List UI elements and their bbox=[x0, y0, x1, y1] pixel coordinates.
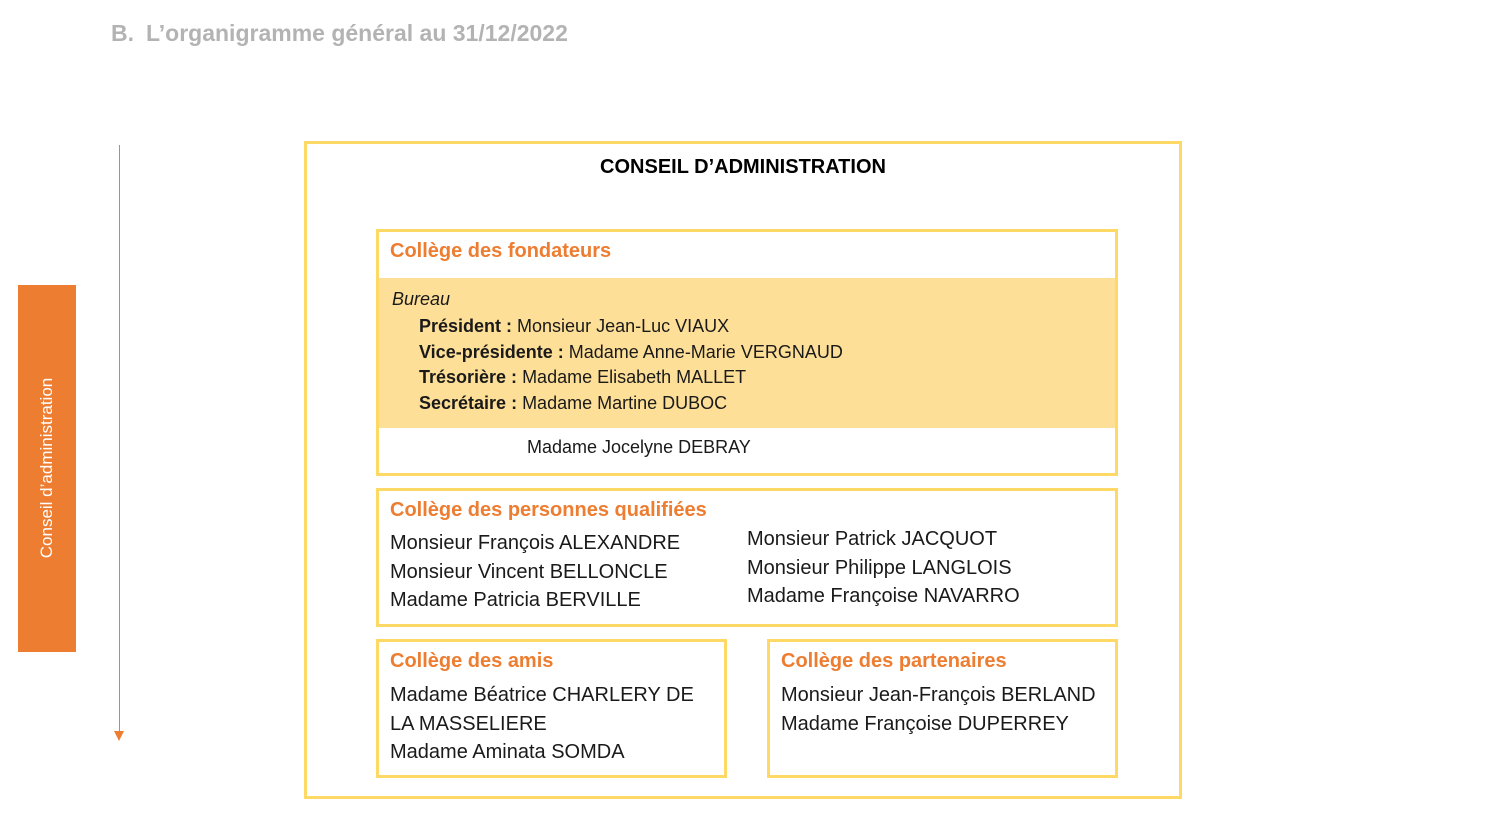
bureau-role: Secrétaire : bbox=[419, 392, 518, 413]
amis-list bbox=[390, 681, 720, 767]
list-item: Madame Aminata SOMDA bbox=[390, 741, 625, 763]
board-title: CONSEIL D’ADMINISTRATION bbox=[600, 156, 886, 178]
list-item: Madame Françoise DUPERREY bbox=[781, 712, 1069, 735]
section-title: L’organigramme général au 31/12/2022 bbox=[146, 20, 568, 46]
list-item: Monsieur François ALEXANDRE bbox=[390, 532, 681, 554]
down-arrow-line bbox=[119, 145, 120, 733]
college-partenaires bbox=[767, 639, 1118, 778]
board-box bbox=[304, 141, 1182, 799]
college-qualifiees-title: Collège des personnes qualifiées bbox=[390, 499, 707, 521]
bureau-member bbox=[419, 391, 843, 417]
partenaires-list bbox=[781, 681, 1096, 738]
side-label-text: Conseil d’administration bbox=[37, 377, 56, 559]
list-item: Monsieur Vincent BELLONCLE bbox=[390, 560, 668, 583]
bureau-name: Madame Elisabeth MALLET bbox=[517, 367, 747, 387]
bureau-name: Madame Martine DUBOC bbox=[517, 392, 728, 413]
college-amis bbox=[376, 639, 727, 778]
college-amis-title: Collège des amis bbox=[390, 650, 554, 672]
arrow-down-icon bbox=[114, 731, 124, 741]
list-item: Monsieur Philippe LANGLOIS bbox=[747, 556, 1012, 579]
college-fondateurs-title: Collège des fondateurs bbox=[390, 240, 612, 262]
bureau-member bbox=[419, 314, 843, 340]
fondateurs-member: Madame Jocelyne DEBRAY bbox=[527, 437, 751, 457]
qualifiees-column-2 bbox=[747, 525, 1020, 611]
bureau-role: Vice-présidente : bbox=[419, 341, 564, 362]
bureau-list bbox=[419, 314, 843, 416]
list-item: Monsieur Jean-François BERLAND bbox=[781, 684, 1096, 706]
bureau-panel bbox=[379, 278, 1115, 428]
bureau-name: Monsieur Jean-Luc VIAUX bbox=[512, 316, 730, 336]
college-partenaires-title: Collège des partenaires bbox=[781, 650, 1007, 672]
bureau-role: Trésorière : bbox=[419, 367, 518, 387]
bureau-label: Bureau bbox=[392, 289, 451, 309]
college-fondateurs bbox=[376, 229, 1118, 476]
bureau-role: Président : bbox=[419, 316, 513, 336]
qualifiees-column-1 bbox=[390, 529, 680, 615]
list-item: Madame Patricia BERVILLE bbox=[390, 589, 641, 611]
bureau-name: Madame Anne-Marie VERGNAUD bbox=[563, 341, 843, 362]
list-item: Madame Françoise NAVARRO bbox=[747, 585, 1020, 607]
bureau-member bbox=[419, 340, 843, 366]
section-heading bbox=[111, 20, 568, 47]
section-letter: B. bbox=[111, 20, 134, 46]
list-item: Madame Béatrice CHARLERY DE LA MASSELIERE bbox=[390, 684, 694, 735]
college-qualifiees bbox=[376, 488, 1118, 627]
bureau-member bbox=[419, 365, 843, 391]
list-item: Monsieur Patrick JACQUOT bbox=[747, 528, 998, 550]
